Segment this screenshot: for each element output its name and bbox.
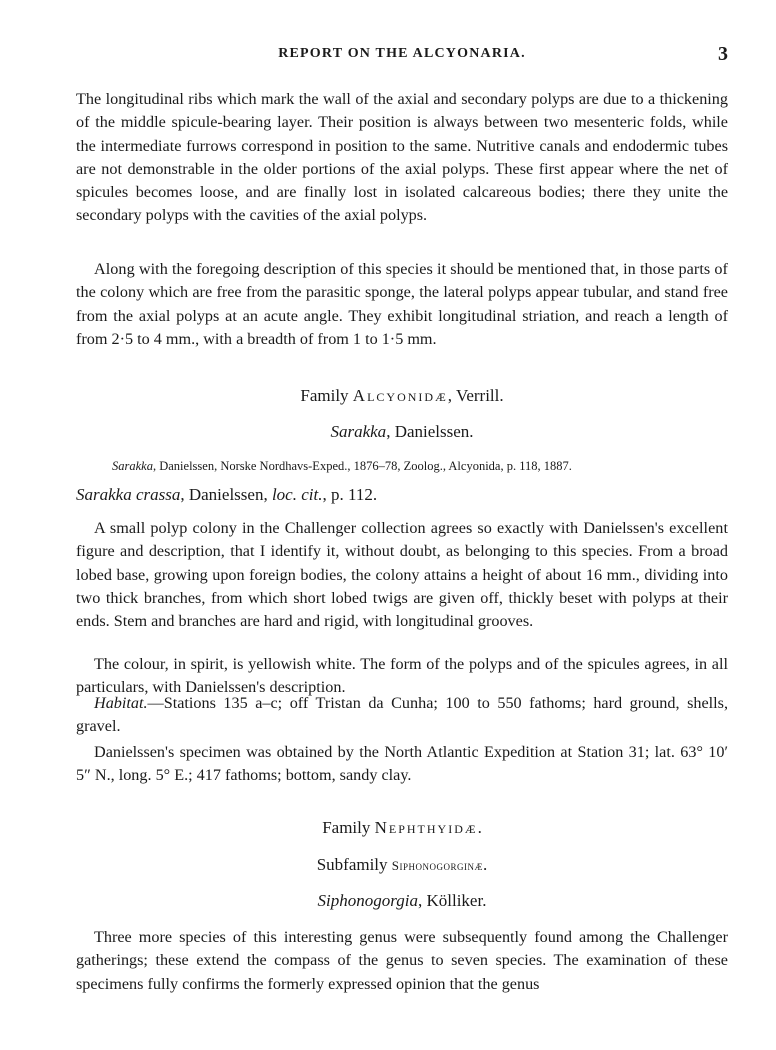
family-name: Alcyonidæ	[352, 386, 448, 405]
subfamily-heading-siphonogorginae: Subfamily Siphonogorginæ.	[316, 855, 488, 874]
synonymy-reference: Sarakka, Danielssen, Norske Nordhavs-Exped., 1876–78, Zoolog., Alcyonida, p. 118, 1887.	[112, 459, 572, 473]
family-name: Nephthyidæ	[374, 818, 478, 837]
paragraph-longitudinal-ribs	[76, 88, 728, 228]
family-heading-alcyonidae: Family Alcyonidæ, Verrill.	[300, 386, 504, 405]
habitat-label: Habitat.	[94, 694, 148, 712]
paragraph-text: The longitudinal ribs which mark the wall of the axial and secondary polyps are due to a thickening of the middle spicule-bearing layer. Their position is always between two mesenteric folds, while the intermediate furrows correspond in position to the same. Nutritive canals and endodermic tubes are not demonstrable in the older portions of the axial polyps. These first appear where the net of spicules becomes loose, and are finally lost in isolated calcareous bodies; there they unite the secondary polyps with the cavities of the axial polyps.	[76, 90, 728, 225]
paragraph-small-polyp-colony	[76, 517, 728, 633]
species-heading-sarakka-crassa: Sarakka crassa, Danielssen, loc. cit., p. 112.	[76, 485, 378, 504]
paragraph-text: Three more species of this interesting genus were subsequently found among the Challenger gatherings; these extend the compass of the genus to seven species. The examination of these specimens fully confirms the formerly expressed opinion that the genus	[76, 928, 728, 993]
paragraph-text: Along with the foregoing description of this species it should be mentioned that, in those parts of the colony which are free from the parasitic sponge, the lateral polyps appear tubular, and stand free from the axial polyps at an acute angle. They exhibit longitudinal striation, and reach a length of from 2·5 to 4 mm., with a breadth of from 1 to 1·5 mm.	[76, 260, 728, 348]
paragraph-danielssen-specimen	[76, 741, 728, 788]
genus-name: Siphonogorgia	[317, 891, 418, 910]
paragraph-text: The colour, in spirit, is yellowish white. The form of the polyps and of the spicules agrees, in all particulars, with Danielssen's description.	[76, 655, 728, 697]
genus-heading-sarakka: Sarakka, Danielssen.	[330, 422, 474, 441]
paragraph-three-more-species	[76, 926, 728, 996]
paragraph-text: A small polyp colony in the Challenger collection agrees so exactly with Danielssen's excellent figure and description, that I identify it, without doubt, as belonging to this species. From a broad lobed base, growing upon foreign bodies, the colony attains a height of about 16 mm., dividing into two thick branches, from which short lobed twigs are given off, thickly beset with polyps at their ends. Stem and branches are hard and rigid, with longitudinal grooves.	[76, 519, 728, 631]
paragraph-foregoing-description	[76, 258, 728, 351]
paragraph-habitat	[76, 692, 728, 739]
page-header	[76, 43, 728, 68]
family-heading-nephthyidae: Family Nephthyidæ.	[322, 818, 482, 837]
habitat-text: —Stations 135 a–c; off Tristan da Cunha; 100 to 550 fathoms; hard ground, shells, gravel.	[76, 694, 728, 736]
subfamily-name: Siphonogorginæ	[391, 858, 484, 873]
genus-heading-siphonogorgia: Siphonogorgia, Kölliker.	[317, 891, 487, 910]
species-name: Sarakka crassa	[76, 485, 181, 504]
page-number: 3	[718, 43, 728, 65]
running-title: REPORT ON THE ALCYONARIA.	[278, 46, 526, 61]
genus-name: Sarakka	[330, 422, 387, 441]
paragraph-text: Danielssen's specimen was obtained by the North Atlantic Expedition at Station 31; lat. 63° 10′ 5″ N., long. 5° E.; 417 fathoms; bottom, sandy clay.	[76, 743, 728, 785]
